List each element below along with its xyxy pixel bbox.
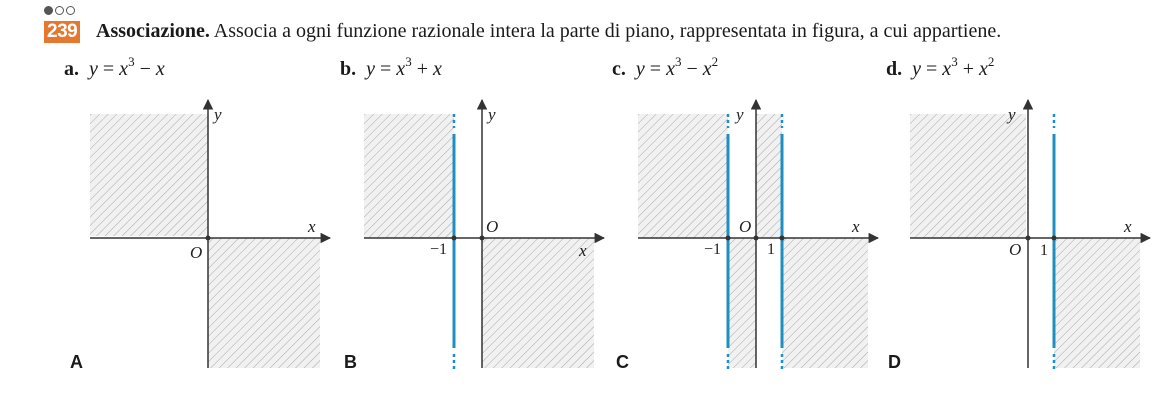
origin-label: O	[486, 217, 499, 236]
difficulty-indicator	[44, 6, 75, 15]
shaded-region	[782, 238, 868, 368]
origin-point	[1026, 236, 1031, 241]
shaded-region	[90, 114, 208, 236]
shaded-region	[1054, 238, 1140, 368]
exercise-statement	[96, 20, 1001, 43]
graph-d	[910, 98, 1155, 370]
graph-letter-d: D	[888, 352, 901, 372]
graph-b	[364, 98, 609, 370]
tick-label-1: 1	[1040, 242, 1048, 259]
x-axis-label: x	[852, 217, 860, 236]
function-d: d. $y = x^3 + x^2$	[886, 54, 995, 80]
shaded-region	[910, 114, 1026, 238]
shaded-region	[638, 114, 728, 238]
y-axis-label: y	[214, 105, 222, 124]
tick-point	[726, 236, 731, 241]
y-axis-label: y	[736, 105, 744, 124]
exercise-number: 239	[44, 21, 80, 43]
origin-point	[480, 236, 485, 241]
exercise-text: Associa a ogni funzione razionale intera la parte di piano, rappresentata in figura, a cui appartiene.	[209, 20, 1002, 42]
origin-label: O	[190, 243, 203, 262]
y-axis-label: y	[1008, 105, 1016, 124]
function-b: b. $y = x^3 + x$	[340, 54, 442, 80]
shaded-region	[728, 238, 756, 368]
tick-label-minus-1: −1	[430, 241, 448, 258]
function-c: c. $y = x^3 - x^2$	[612, 54, 719, 80]
x-axis-label: x	[1124, 217, 1132, 236]
tick-point	[780, 236, 785, 241]
x-axis-label: x	[579, 241, 587, 260]
shaded-region	[364, 114, 454, 238]
difficulty-dot-empty	[66, 6, 75, 15]
graph-letter-b: B	[344, 352, 357, 372]
tick-point	[452, 236, 457, 241]
tick-point	[1052, 236, 1057, 241]
shaded-region	[756, 114, 782, 238]
y-axis-label: y	[488, 105, 496, 124]
graph-a	[90, 98, 335, 370]
tick-label-1: 1	[767, 241, 775, 258]
origin-point	[754, 236, 759, 241]
shaded-region	[482, 238, 594, 368]
function-a: a. $y = x^3 - x$	[64, 54, 165, 80]
tick-label-minus-1: −1	[704, 241, 722, 258]
exercise-title: Associazione.	[96, 20, 210, 42]
difficulty-dot-filled	[44, 6, 53, 15]
difficulty-dot-empty	[55, 6, 64, 15]
origin-label: O	[739, 217, 752, 236]
graph-letter-a: A	[70, 352, 83, 372]
shaded-region	[208, 238, 320, 368]
graph-letter-c: C	[616, 352, 629, 372]
origin-label: O	[1009, 240, 1022, 259]
x-axis-label: x	[308, 217, 316, 236]
graph-c	[638, 98, 883, 370]
origin-point	[206, 236, 211, 241]
